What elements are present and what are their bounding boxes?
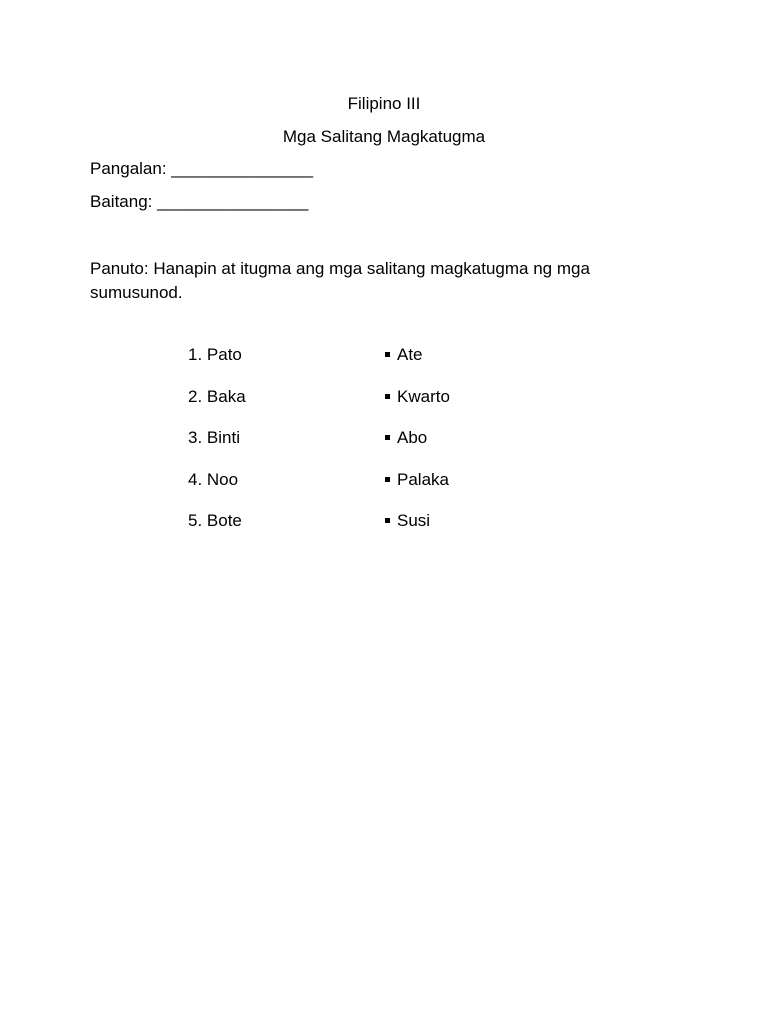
- right-word-list: [385, 345, 585, 553]
- right-item-label: Susi: [397, 511, 431, 530]
- square-bullet-icon: [385, 352, 390, 357]
- left-item: 4. Noo: [188, 469, 239, 489]
- right-item-label: Ate: [397, 345, 423, 364]
- square-bullet-icon: [385, 477, 390, 482]
- left-item: 2. Baka: [188, 386, 246, 406]
- right-item: [385, 387, 585, 429]
- right-item-label: Palaka: [397, 469, 449, 489]
- right-item-label: Kwarto: [397, 386, 450, 406]
- right-item-label: Abo: [397, 428, 428, 447]
- page-subtitle: Mga Salitang Magkatugma: [282, 127, 486, 146]
- right-item: [385, 470, 585, 512]
- right-item: [385, 511, 585, 553]
- right-item: [385, 428, 585, 470]
- page-title: Filipino III: [347, 94, 421, 113]
- left-item: 5. Bote: [188, 511, 242, 530]
- left-word-list: [188, 345, 358, 553]
- right-item: [385, 345, 585, 387]
- left-item: 3. Binti: [188, 428, 240, 447]
- square-bullet-icon: [385, 394, 390, 399]
- name-field: Pangalan: _______________: [90, 159, 314, 178]
- grade-field: Baitang: ________________: [90, 192, 309, 211]
- left-item: 1. Pato: [188, 345, 242, 364]
- instructions: Panuto: Hanapin at itugma ang mga salitang magkatugma ng mga sumusunod.: [90, 259, 590, 302]
- square-bullet-icon: [385, 518, 390, 523]
- square-bullet-icon: [385, 435, 390, 440]
